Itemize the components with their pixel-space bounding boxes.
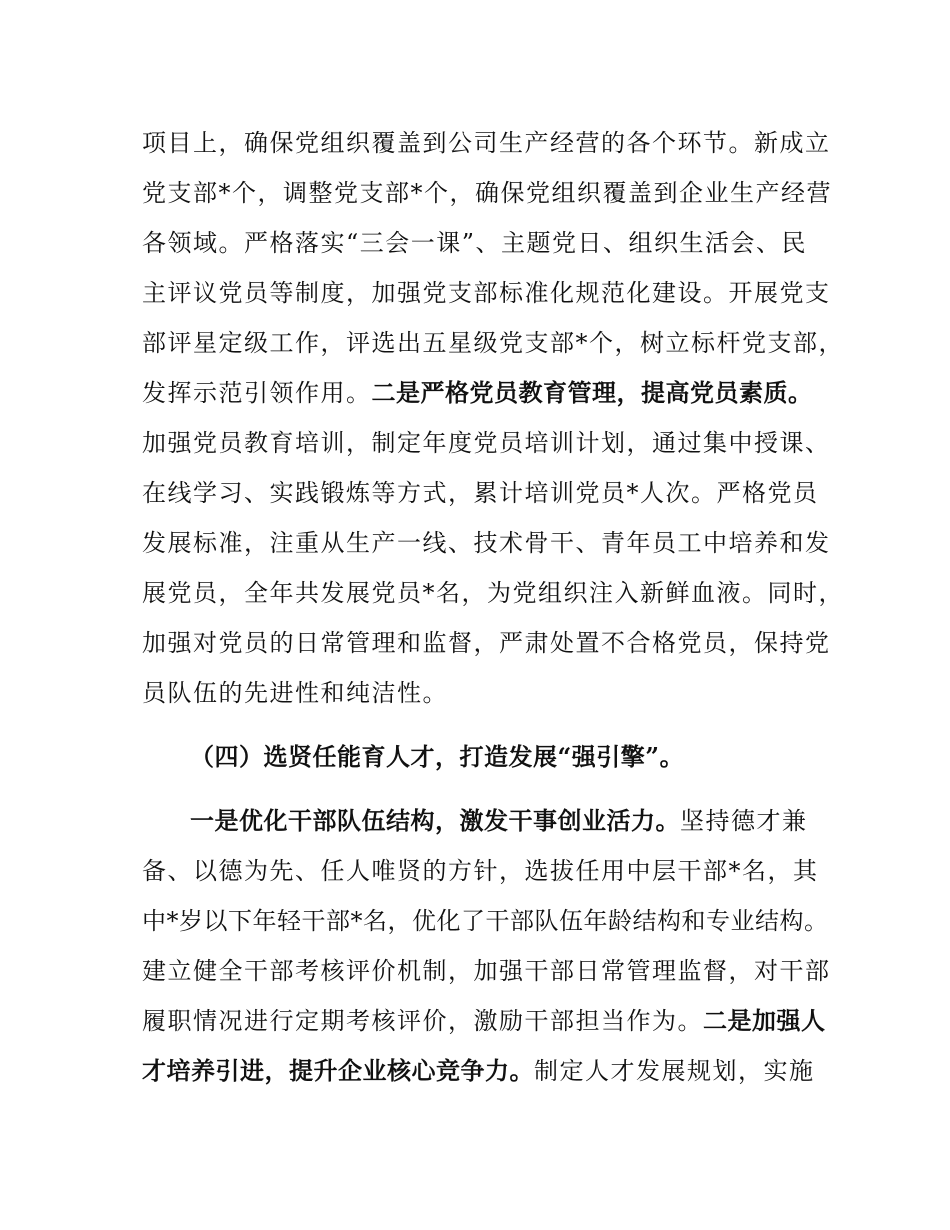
text-span: 各领域。严格落实“三会一课”、主题党日、组织生活会、民	[142, 229, 808, 257]
text-line	[142, 1005, 832, 1037]
text-span: 主评议党员等制度，加强党支部标准化规范化建设。开展党支	[142, 279, 831, 307]
bold-lead-sentence: 一是优化干部队伍结构，激发干事创业活力。	[190, 806, 680, 835]
text-line	[142, 855, 832, 887]
text-line	[142, 327, 844, 359]
text-line	[142, 277, 832, 309]
text-span: 建立健全干部考核评价机制，加强干部日常管理监督，对干部	[142, 957, 831, 985]
text-span: 发展标准，注重从生产一线、技术骨干、青年员工中培养和发	[142, 529, 831, 557]
text-line	[142, 177, 832, 209]
text-line	[142, 377, 832, 409]
text-span: 加强党员教育培训，制定年度党员培训计划，通过集中授课、	[142, 429, 831, 457]
text-span: 在线学习、实践锻炼等方式，累计培训党员*人次。严格党员	[142, 479, 819, 507]
text-line	[142, 577, 844, 609]
text-line	[142, 627, 832, 659]
bold-lead-sentence: 才培养引进，提升企业核心竞争力。	[142, 1056, 534, 1085]
text-span: 备、以德为先、任人唯贤的方针，选拔任用中层干部*名，其	[142, 857, 819, 885]
bold-lead-sentence: 二是严格党员教育管理，提高党员素质。	[371, 378, 813, 407]
text-line	[142, 905, 832, 937]
text-span: 加强对党员的日常管理和监督，严肃处置不合格党员，保持党	[142, 629, 831, 657]
bold-lead-sentence: 二是加强人	[703, 1006, 826, 1035]
text-line	[142, 227, 832, 259]
text-span: 员队伍的先进性和纯洁性。	[142, 679, 448, 707]
text-line	[142, 677, 832, 709]
text-span: 部评星定级工作，评选出五星级党支部*个，树立标杆党支部，	[142, 329, 844, 357]
text-span: 中*岁以下年轻干部*名，优化了干部队伍年龄结构和专业结构。	[142, 907, 829, 935]
section-heading	[190, 741, 880, 773]
text-span: 履职情况进行定期考核评价，激励干部担当作为。	[142, 1007, 703, 1035]
text-line	[142, 477, 832, 509]
text-span: 党支部*个，调整党支部*个，确保党组织覆盖到企业生产经营	[142, 179, 832, 207]
text-line	[142, 527, 832, 559]
text-span: 坚持德才兼	[680, 807, 808, 835]
text-span: 项目上，确保党组织覆盖到公司生产经营的各个环节。新成立	[142, 129, 831, 157]
text-span: 制定人才发展规划，实施	[534, 1057, 815, 1085]
text-line	[142, 1055, 832, 1087]
heading-text: （四）选贤任能育人才，打造发展“强引擎”。	[190, 742, 685, 771]
text-span: 展党员，全年共发展党员*名，为党组织注入新鲜血液。同时，	[142, 579, 844, 607]
text-line	[142, 427, 832, 459]
text-span: 发挥示范引领作用。	[142, 379, 372, 407]
text-line	[142, 127, 832, 159]
text-line	[190, 805, 880, 837]
text-line	[142, 955, 832, 987]
